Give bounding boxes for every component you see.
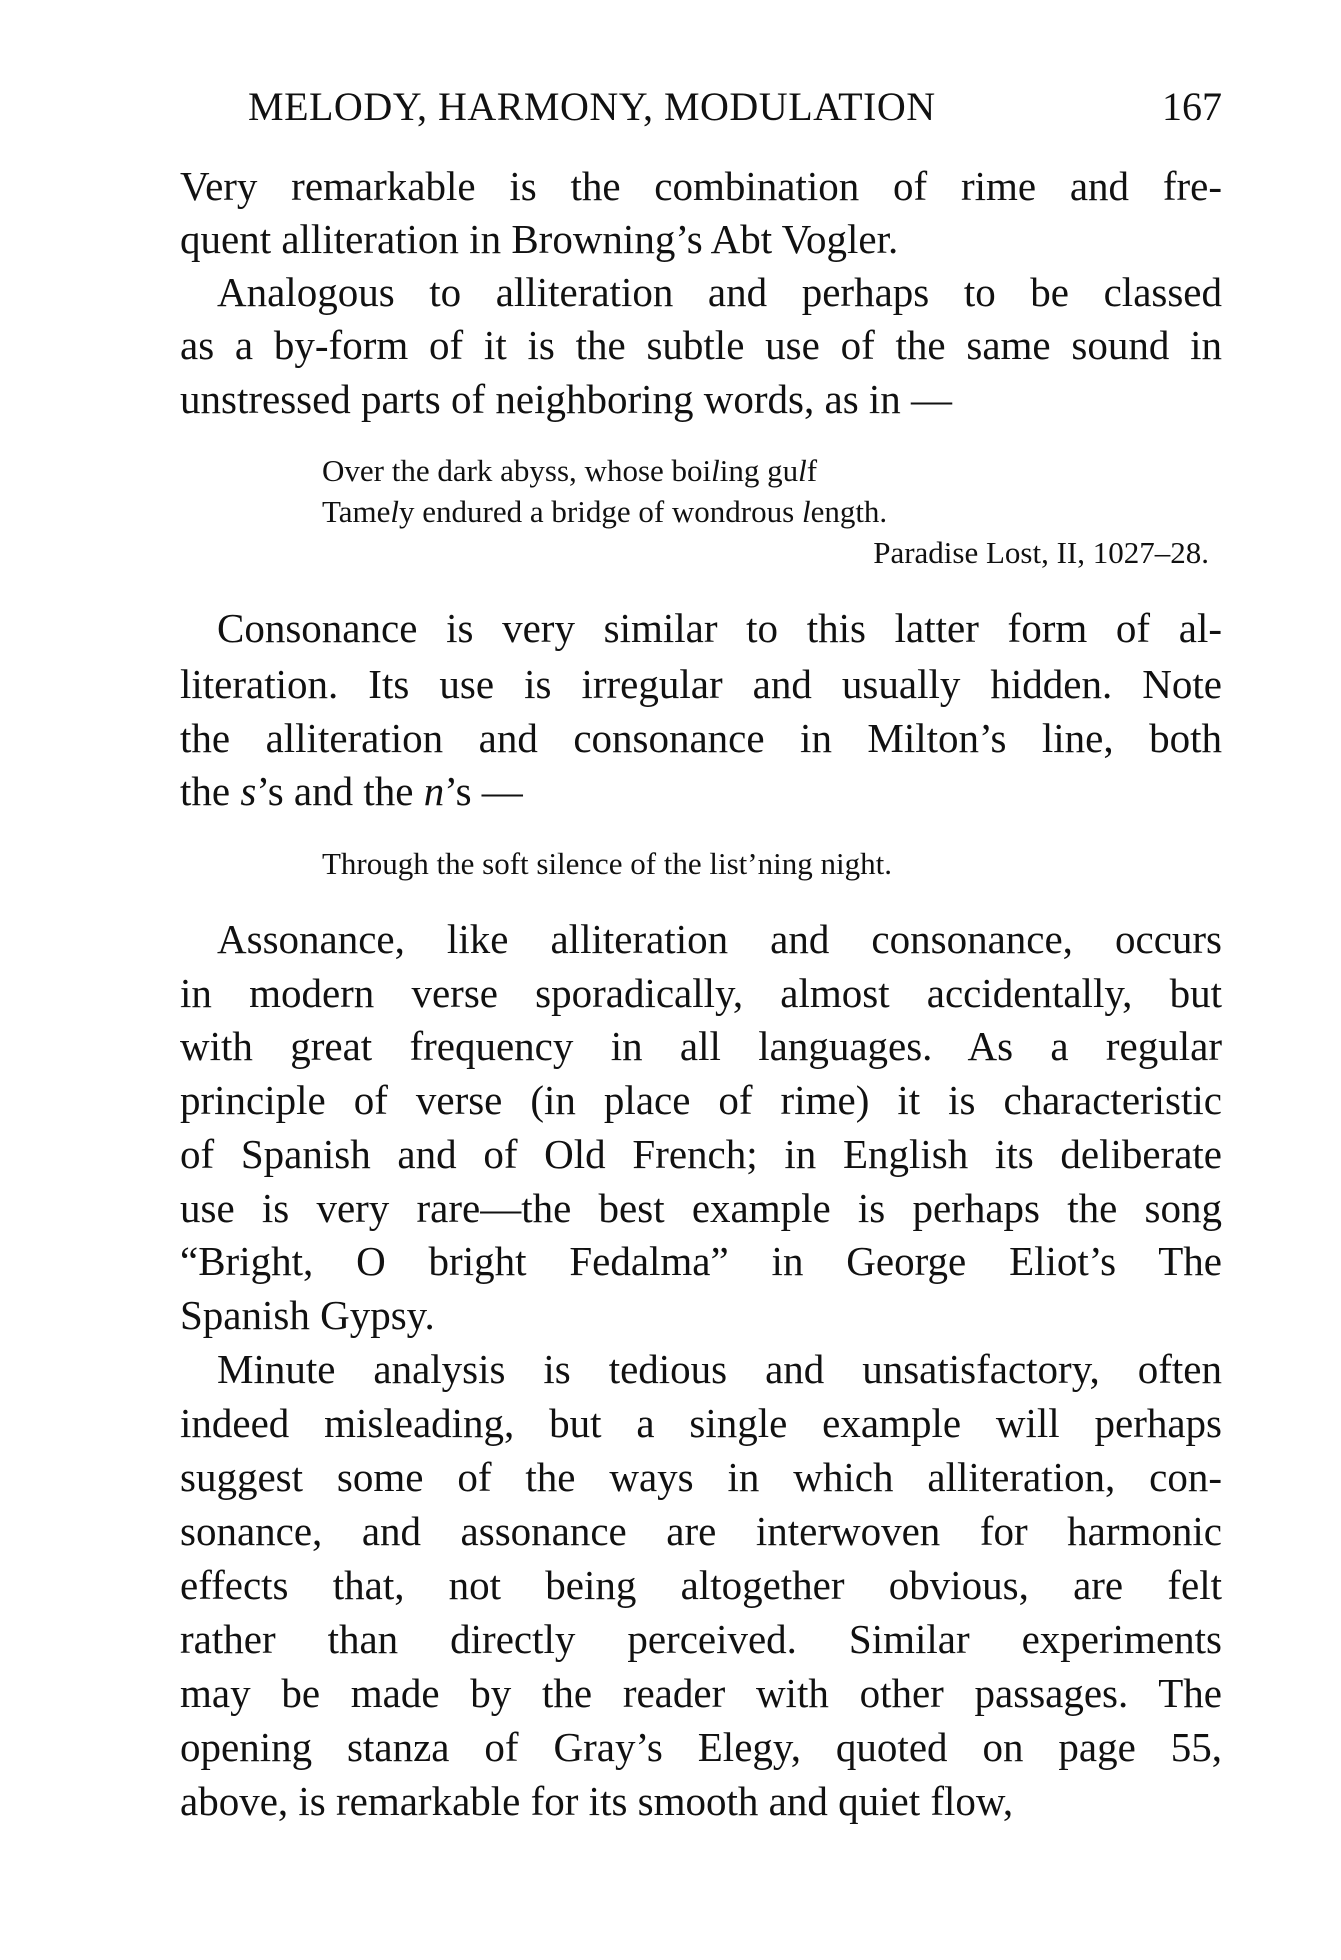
text-line — [180, 1234, 1222, 1288]
text-line — [180, 966, 1222, 1020]
text-line — [180, 159, 1222, 213]
text-run: above, is remarkable for its smooth and quiet flow, — [180, 1778, 1014, 1824]
text-run: effects that, not being altogether obvious, are felt — [180, 1562, 1222, 1608]
text-line — [180, 1774, 1222, 1828]
text-run: use is very rare—the best example is perhaps the song — [180, 1185, 1222, 1231]
text-line — [180, 764, 1222, 818]
italic-letter: s — [240, 768, 257, 814]
text-line — [180, 212, 1222, 266]
text-line — [180, 1127, 1222, 1181]
text-run: unstressed parts of neighboring words, as in — — [180, 376, 953, 422]
italic-letter: l — [801, 494, 811, 529]
quotation-citation: Paradise Lost, II, 1027–28. — [873, 535, 1209, 570]
text-run: may be made by the reader with other passages. The — [180, 1670, 1222, 1716]
text-run: quent alliteration in Browning’s Abt Vogler. — [180, 216, 899, 262]
text-run: of Spanish and of Old French; in English its deliberate — [180, 1131, 1222, 1177]
text-line — [180, 1504, 1222, 1558]
text-run: ength. — [810, 494, 888, 529]
text-run: sonance, and assonance are interwoven for harmonic — [180, 1508, 1222, 1554]
text-line — [180, 711, 1222, 765]
text-run: Very remarkable is the combination of rime and fre- — [180, 163, 1222, 209]
text-run: principle of verse (in place of rime) it is characteristic — [180, 1077, 1222, 1123]
text-run: ’s and the — [256, 768, 424, 814]
text-line — [217, 912, 1222, 966]
text-line — [180, 1288, 1222, 1342]
text-run: Analogous to alliteration and perhaps to be classed — [217, 269, 1222, 315]
text-run: suggest some of the ways in which alliteration, con- — [180, 1454, 1222, 1500]
text-line — [180, 1450, 1222, 1504]
italic-letter: n — [423, 768, 445, 814]
text-run: indeed misleading, but a single example will perhaps — [180, 1400, 1222, 1446]
text-line — [180, 1073, 1222, 1127]
text-line — [217, 1342, 1222, 1396]
text-run: Tame — [322, 494, 391, 529]
text-run: literation. Its use is irregular and usually hidden. Note — [180, 661, 1222, 707]
text-run: ’s — — [444, 768, 523, 814]
text-line — [180, 1612, 1222, 1666]
text-run: rather than directly perceived. Similar experiments — [180, 1616, 1222, 1662]
text-line — [180, 1181, 1222, 1235]
italic-letter: l — [390, 494, 400, 529]
text-run: Assonance, like alliteration and consonance, occurs — [217, 916, 1222, 962]
text-line — [180, 372, 1222, 426]
text-run: the — [180, 768, 241, 814]
page-number: 167 — [1162, 84, 1222, 129]
text-run: Through the soft silence of the list’ning night. — [322, 846, 892, 881]
text-line — [180, 1666, 1222, 1720]
text-line — [180, 657, 1222, 711]
text-run: Over the dark abyss, whose boi — [322, 453, 712, 488]
text-run: opening stanza of Gray’s Elegy, quoted on page 55, — [180, 1724, 1222, 1770]
text-line — [180, 1396, 1222, 1450]
text-run: f — [806, 453, 818, 488]
text-line — [180, 1558, 1222, 1612]
text-run: in modern verse sporadically, almost accidentally, but — [180, 970, 1222, 1016]
text-run: y endured a bridge of wondrous — [399, 494, 802, 529]
text-run: “Bright, O bright Fedalma” in George Eliot’s The — [180, 1238, 1222, 1284]
verse-line — [322, 844, 892, 884]
text-line — [217, 265, 1222, 319]
text-line — [180, 1019, 1222, 1073]
text-run: ing gu — [719, 453, 799, 488]
text-run: with great frequency in all languages. As a regular — [180, 1023, 1222, 1069]
text-line — [180, 318, 1222, 372]
italic-letter: l — [711, 453, 720, 488]
verse-line — [322, 492, 887, 532]
text-run: Spanish Gypsy. — [180, 1292, 435, 1338]
text-line — [217, 601, 1222, 655]
text-line — [180, 1720, 1222, 1774]
text-run: Minute analysis is tedious and unsatisfactory, often — [217, 1346, 1222, 1392]
italic-letter: l — [798, 453, 807, 488]
text-run: as a by-form of it is the subtle use of the same sound in — [180, 322, 1222, 368]
verse-line — [322, 451, 817, 491]
text-run: the alliteration and consonance in Milton’s line, both — [180, 715, 1222, 761]
running-head-title: MELODY, HARMONY, MODULATION — [248, 84, 936, 129]
text-run: Consonance is very similar to this latter form of al- — [217, 605, 1222, 651]
